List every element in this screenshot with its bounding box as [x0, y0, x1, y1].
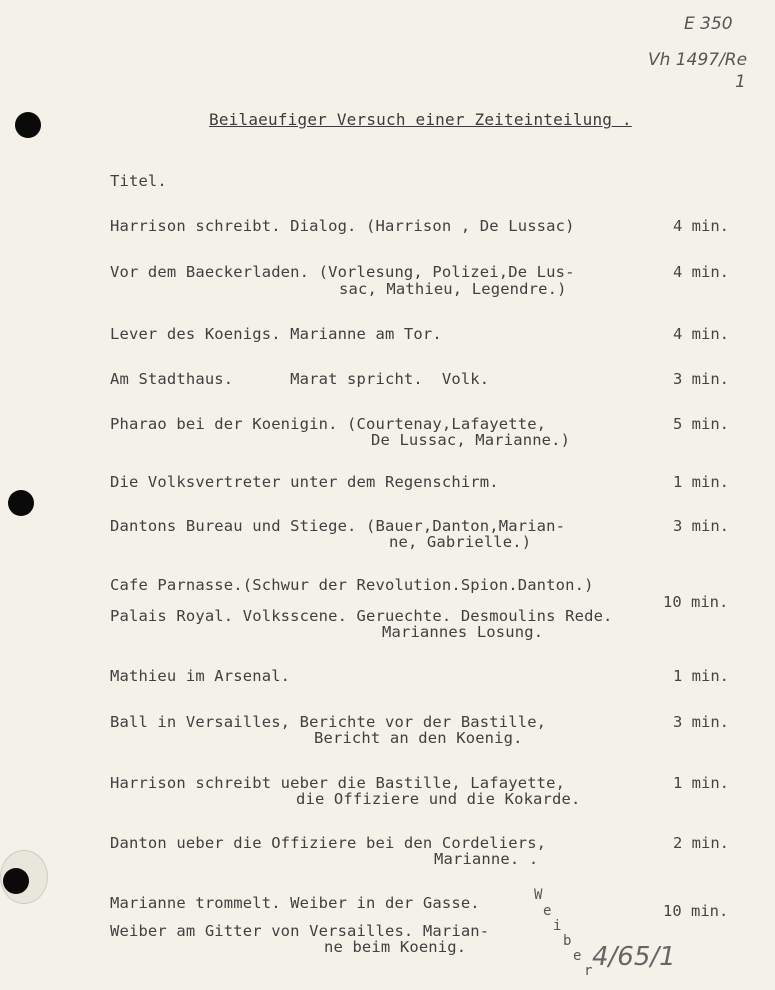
entry-text-line: Vor dem Baeckerladen. (Vorlesung, Polizei,De Lus- — [110, 263, 575, 281]
entry-duration: 3 min. — [673, 517, 729, 535]
entry-text-line: Bericht an den Koenig. — [314, 729, 523, 747]
vertical-letter: b — [563, 933, 572, 949]
punch-hole-bottom — [3, 868, 29, 894]
entry-text-line: Cafe Parnasse.(Schwur der Revolution.Spion.Danton.) — [110, 576, 594, 594]
vertical-letter: e — [573, 948, 582, 964]
entry-duration: 3 min. — [673, 713, 729, 731]
entry-text-line: De Lussac, Marianne.) — [371, 431, 571, 449]
entry-duration: 10 min. — [663, 902, 729, 920]
entry-text-line: Harrison schreibt. Dialog. (Harrison , De Lussac) — [110, 217, 575, 235]
entry-duration: 10 min. — [663, 593, 729, 611]
entry-duration: 4 min. — [673, 263, 729, 281]
entry-text-line: Palais Royal. Volksscene. Geruechte. Desmoulins Rede. — [110, 607, 613, 625]
vertical-letter: i — [553, 918, 562, 934]
entry-duration: 3 min. — [673, 370, 729, 388]
entry-duration: 4 min. — [673, 325, 729, 343]
entry-text-line: sac, Mathieu, Legendre.) — [339, 280, 567, 298]
entry-duration: 1 min. — [673, 774, 729, 792]
vertical-letter: W — [534, 887, 543, 903]
page-title: Beilaeufiger Versuch einer Zeiteinteilung . — [209, 110, 632, 129]
entry-text-line: Marianne. . — [434, 850, 539, 868]
vertical-letter: e — [543, 903, 552, 919]
entry-text-line: Dantons Bureau und Stiege. (Bauer,Danton,Marian- — [110, 517, 566, 535]
annotation-ref-code: Vh 1497/Re — [648, 50, 748, 70]
entry-duration: 1 min. — [673, 667, 729, 685]
entry-text-line: Mariannes Losung. — [382, 623, 544, 641]
annotation-top-code: E 350 — [684, 14, 733, 34]
entry-duration: 5 min. — [673, 415, 729, 433]
punch-hole-top — [15, 112, 41, 138]
entry-text-line: Harrison schreibt ueber die Bastille, Lafayette, — [110, 774, 566, 792]
entry-text-line: Am Stadthaus. Marat spricht. Volk. — [110, 370, 490, 388]
entry-text-line: die Offiziere und die Kokarde. — [296, 790, 581, 808]
entry-text-line: Ball in Versailles, Berichte vor der Bastille, — [110, 713, 547, 731]
entry-duration: 2 min. — [673, 834, 729, 852]
entry-text-line: Pharao bei der Koenigin. (Courtenay,Lafayette, — [110, 415, 547, 433]
section-heading: Titel. — [110, 172, 167, 190]
entry-text-line: Danton ueber die Offiziere bei den Cordeliers, — [110, 834, 547, 852]
entry-text-line: Lever des Koenigs. Marianne am Tor. — [110, 325, 442, 343]
entry-duration: 1 min. — [673, 473, 729, 491]
annotation-ref-sub: 1 — [735, 72, 746, 92]
punch-hole-middle — [8, 490, 34, 516]
entry-text-line: ne beim Koenig. — [324, 938, 467, 956]
entry-text-line: Mathieu im Arsenal. — [110, 667, 291, 685]
entry-text-line: Marianne trommelt. Weiber in der Gasse. — [110, 894, 480, 912]
annotation-bottom-code: 4/65/1 — [592, 942, 676, 972]
entry-text-line: Die Volksvertreter unter dem Regenschirm. — [110, 473, 499, 491]
entry-text-line: Weiber am Gitter von Versailles. Marian- — [110, 922, 490, 940]
entry-text-line: ne, Gabrielle.) — [389, 533, 532, 551]
entry-duration: 4 min. — [673, 217, 729, 235]
vertical-letter: r — [584, 963, 593, 979]
